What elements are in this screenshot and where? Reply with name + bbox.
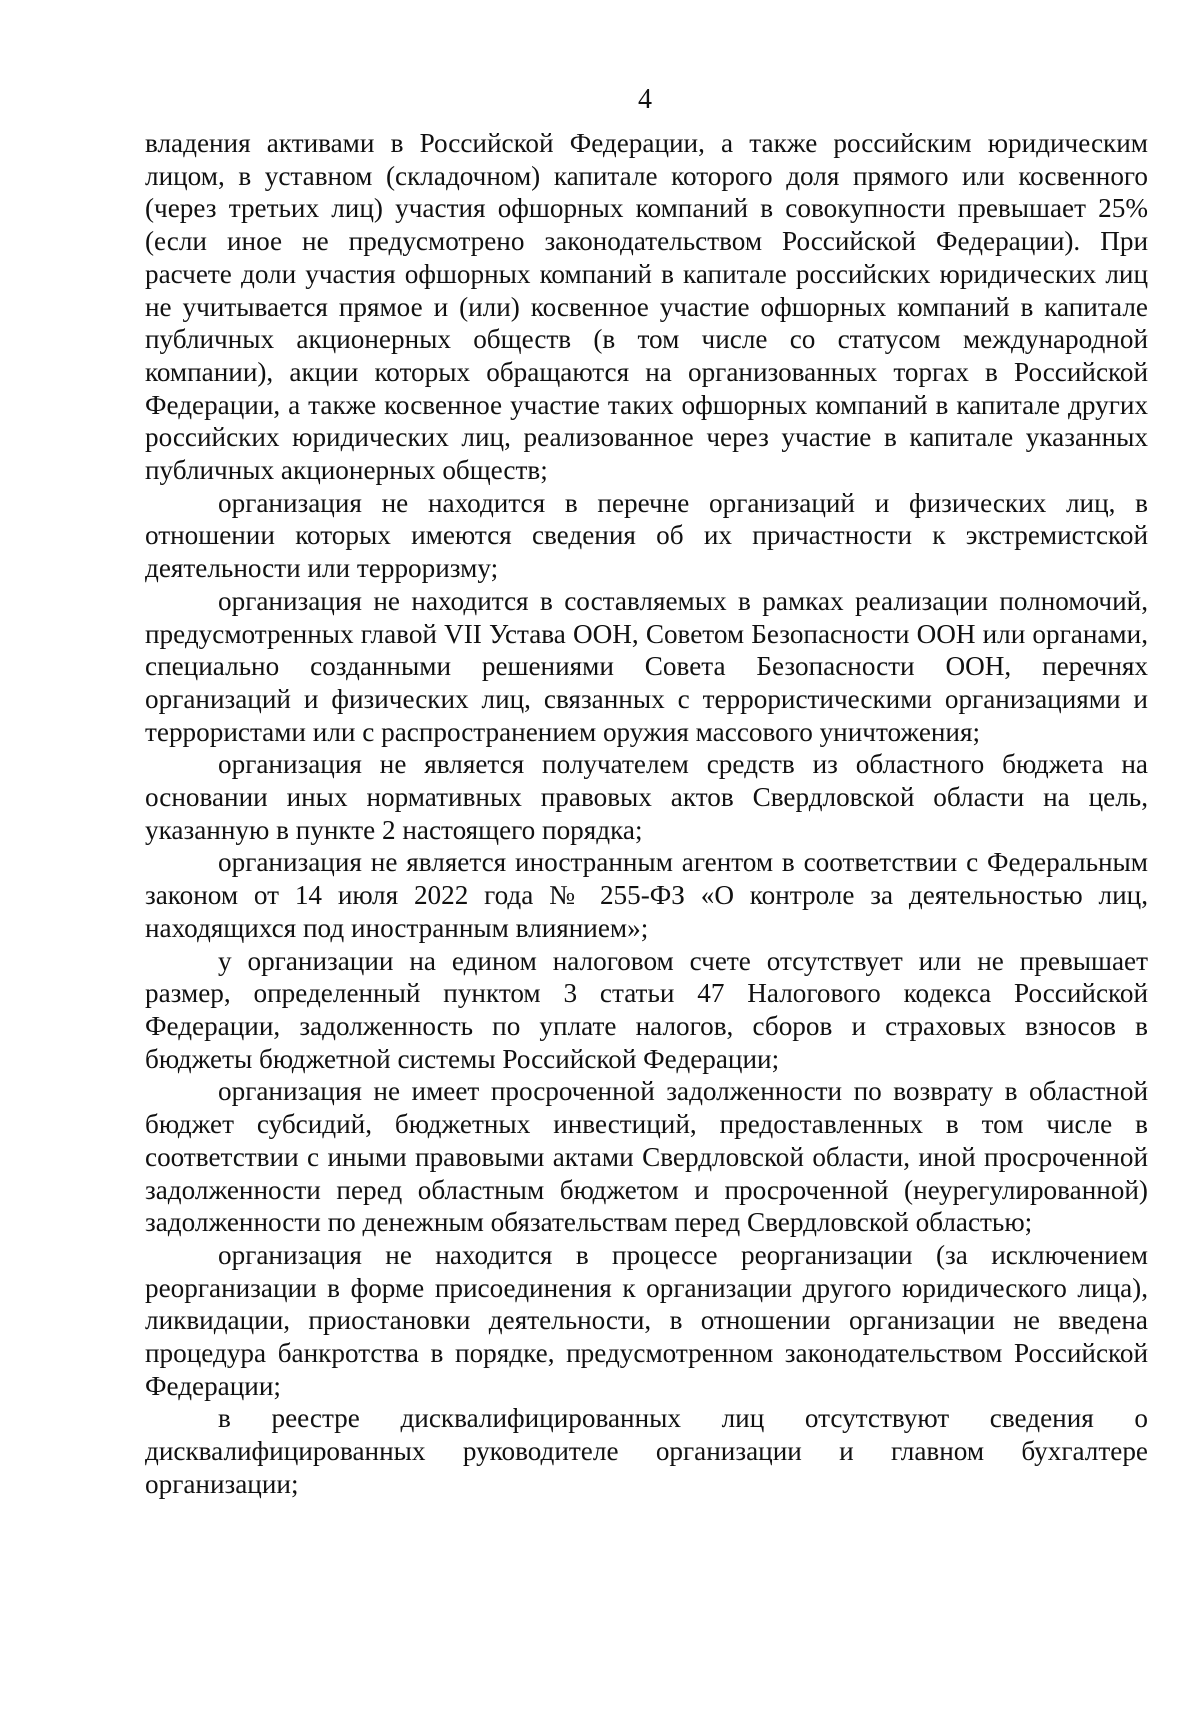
paragraph-overdue-debt: организация не имеет просроченной задолженности по возврату в областной бюджет субсидий, бюджетных инвестиций, предоставленных в том числе в соответствии с иными правовыми актами Свердловской области, иной просроченной задолженности перед областным бюджетом и просроченной (неурегулированной) задолженности по денежным обязательствам перед Свердловской областью; [145, 1076, 1148, 1238]
paragraph-offshore-participation: владения активами в Российской Федерации, а также российским юридическим лицом, в уставном (складочном) капитале которого доля прямого или косвенного (через третьих лиц) участия офшорных компаний в совокупности превышает 25% (если иное не предусмотрено законодательством Российской Федерации). При расчете доли участия офшорных компаний в капитале российских юридических лиц не учитывается прямое и (или) косвенное участие офшорных компаний в капитале публичных акционерных обществ (в том числе со статусом международной компании), акции которых обращаются на организованных торгах в Российской Федерации, а также косвенное участие таких офшорных компаний в капитале других российских юридических лиц, реализованное через участие в капитале указанных публичных акционерных обществ; [145, 128, 1148, 486]
page-number: 4 [638, 84, 652, 115]
paragraph-not-budget-recipient: организация не является получателем средств из областного бюджета на основании иных нормативных правовых актов Свердловской области на цель, указанную в пункте 2 настоящего порядка; [145, 749, 1148, 845]
paragraph-not-foreign-agent: организация не является иностранным агентом в соответствии с Федеральным законом от 14 июля 2022 года № 255-ФЗ «О контроле за деятельностью лиц, находящихся под иностранным влиянием»; [145, 847, 1148, 943]
paragraph-disqualified-persons: в реестре дисквалифицированных лиц отсутствуют сведения о дисквалифицированных руководителе организации и главном бухгалтере организации; [145, 1403, 1148, 1499]
paragraph-extremism-list: организация не находится в перечне организаций и физических лиц, в отношении которых имеются сведения об их причастности к экстремистской деятельности или терроризму; [145, 487, 1148, 584]
paragraph-un-sanctions-list: организация не находится в составляемых в рамках реализации полномочий, предусмотренных главой VII Устава ООН, Советом Безопасности ООН или органами, специально созданными решениями Совета Безопасности ООН, перечнях организаций и физических лиц, связанных с террористическими организациями и террористами или с распространением оружия массового уничтожения; [145, 585, 1148, 747]
paragraph-tax-debt: у организации на едином налоговом счете отсутствует или не превышает размер, определенный пунктом 3 статьи 47 Налогового кодекса Российской Федерации, задолженность по уплате налогов, сборов и страховых взносов в бюджеты бюджетной системы Российской Федерации; [145, 945, 1148, 1074]
document-body [145, 127, 1148, 1501]
paragraph-reorganization: организация не находится в процессе реорганизации (за исключением реорганизации в форме присоединения к организации другого юридического лица), ликвидации, приостановки деятельности, в отношении организации не введена процедура банкротства в порядке, предусмотренном законодательством Российской Федерации; [145, 1239, 1148, 1401]
